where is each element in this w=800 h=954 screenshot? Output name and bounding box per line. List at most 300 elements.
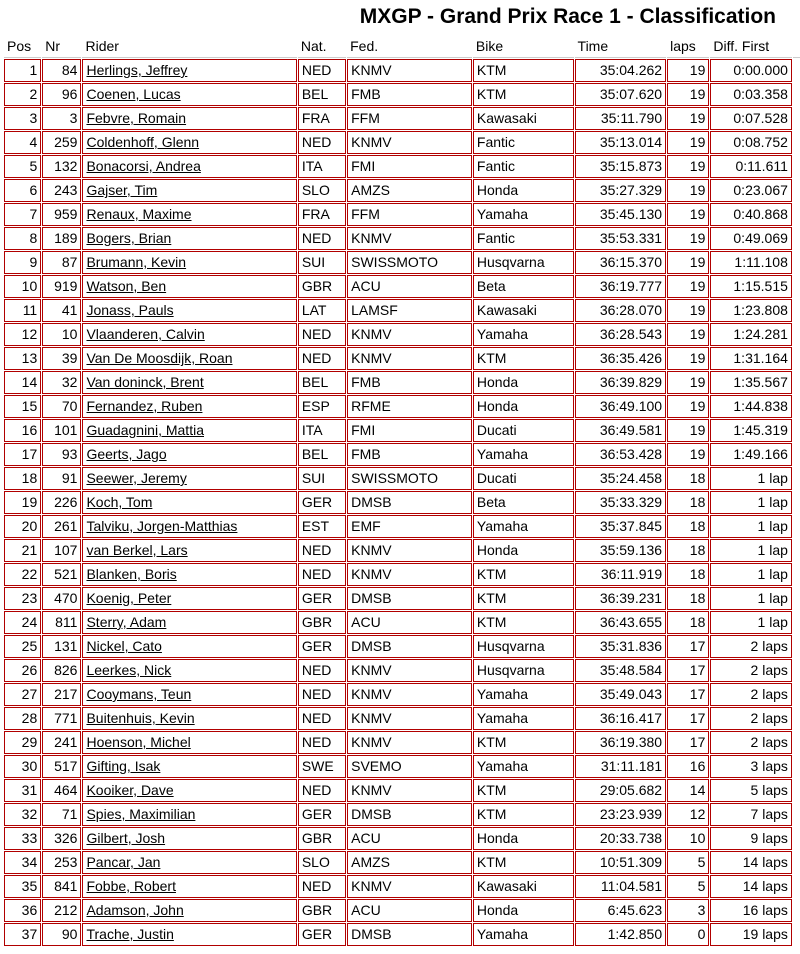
nat-cell: SLO	[298, 851, 346, 874]
laps-cell: 5	[667, 875, 709, 898]
time-cell: 36:39.829	[575, 371, 667, 394]
table-row	[4, 515, 800, 538]
fed-cell: KNMV	[347, 707, 472, 730]
fed-cell: FFM	[347, 203, 472, 226]
fed-cell: SWISSMOTO	[347, 251, 472, 274]
nat-cell: NED	[298, 227, 346, 250]
rider-link[interactable]: Brumann, Kevin	[86, 254, 187, 270]
diff-first-cell: 2 laps	[710, 731, 792, 754]
laps-cell: 19	[667, 107, 709, 130]
nat-cell: NED	[298, 731, 346, 754]
nat-cell: NED	[298, 563, 346, 586]
col-header-nr: Nr	[42, 36, 81, 58]
pos-cell: 11	[4, 299, 41, 322]
table-row	[4, 395, 800, 418]
diff-first-cell: 16 laps	[710, 899, 792, 922]
laps-cell: 19	[667, 395, 709, 418]
nat-cell: GBR	[298, 611, 346, 634]
rider-link[interactable]: Jonass, Pauls	[86, 302, 174, 318]
nr-cell: 326	[42, 827, 81, 850]
rider-link[interactable]: Coenen, Lucas	[86, 86, 181, 102]
rider-cell	[82, 899, 296, 922]
bike-cell: Yamaha	[473, 203, 574, 226]
rider-link[interactable]: Koch, Tom	[86, 494, 153, 510]
pos-cell: 4	[4, 131, 41, 154]
bike-cell: KTM	[473, 803, 574, 826]
diff-first-cell: 2 laps	[710, 683, 792, 706]
col-header-time: Time	[575, 36, 667, 58]
time-cell: 35:13.014	[575, 131, 667, 154]
pos-cell: 36	[4, 899, 41, 922]
diff-first-cell: 1 lap	[710, 515, 792, 538]
time-cell: 29:05.682	[575, 779, 667, 802]
table-row	[4, 827, 800, 850]
time-cell: 35:24.458	[575, 467, 667, 490]
laps-cell: 5	[667, 851, 709, 874]
nat-cell: NED	[298, 659, 346, 682]
nat-cell: GER	[298, 635, 346, 658]
nr-cell: 243	[42, 179, 81, 202]
fed-cell: KNMV	[347, 779, 472, 802]
pos-cell: 15	[4, 395, 41, 418]
fed-cell: DMSB	[347, 923, 472, 946]
bike-cell: Yamaha	[473, 755, 574, 778]
results-body	[4, 59, 800, 946]
rider-cell	[82, 563, 296, 586]
bike-cell: Ducati	[473, 419, 574, 442]
bike-cell: Honda	[473, 827, 574, 850]
pos-cell: 19	[4, 491, 41, 514]
rider-link[interactable]: Blanken, Boris	[86, 566, 177, 582]
laps-cell: 14	[667, 779, 709, 802]
pos-cell: 22	[4, 563, 41, 586]
nr-cell: 101	[42, 419, 81, 442]
bike-cell: Ducati	[473, 467, 574, 490]
page-title: MXGP - Grand Prix Race 1 - Classification	[359, 5, 776, 28]
col-header-nat: Nat.	[298, 36, 346, 58]
rider-link[interactable]: Pancar, Jan	[86, 854, 161, 870]
fed-cell: DMSB	[347, 803, 472, 826]
pos-cell: 9	[4, 251, 41, 274]
rider-link[interactable]: Buitenhuis, Kevin	[86, 710, 195, 726]
table-row	[4, 203, 800, 226]
diff-first-cell: 0:07.528	[710, 107, 792, 130]
laps-cell: 19	[667, 443, 709, 466]
bike-cell: Yamaha	[473, 443, 574, 466]
diff-first-cell: 2 laps	[710, 707, 792, 730]
col-header-pos: Pos	[4, 36, 41, 58]
pos-cell: 16	[4, 419, 41, 442]
pos-cell: 6	[4, 179, 41, 202]
table-row	[4, 683, 800, 706]
laps-cell: 19	[667, 347, 709, 370]
nr-cell: 919	[42, 275, 81, 298]
rider-cell	[82, 251, 296, 274]
laps-cell: 18	[667, 491, 709, 514]
diff-first-cell: 1:24.281	[710, 323, 792, 346]
pos-cell: 8	[4, 227, 41, 250]
rider-link[interactable]: Van De Moosdijk, Roan	[86, 350, 233, 366]
rider-link[interactable]: Fernandez, Ruben	[86, 398, 203, 414]
rider-cell	[82, 443, 296, 466]
table-row	[4, 59, 800, 82]
nr-cell: 96	[42, 83, 81, 106]
nat-cell: BEL	[298, 371, 346, 394]
nr-cell: 84	[42, 59, 81, 82]
bike-cell: Honda	[473, 395, 574, 418]
table-row	[4, 875, 800, 898]
pos-cell: 23	[4, 587, 41, 610]
nat-cell: BEL	[298, 83, 346, 106]
time-cell: 36:19.777	[575, 275, 667, 298]
rider-link[interactable]: Trache, Justin	[86, 926, 174, 942]
nat-cell: NED	[298, 59, 346, 82]
nat-cell: SUI	[298, 467, 346, 490]
laps-cell: 19	[667, 227, 709, 250]
bike-cell: Husqvarna	[473, 659, 574, 682]
time-cell: 1:42.850	[575, 923, 667, 946]
pos-cell: 2	[4, 83, 41, 106]
nr-cell: 10	[42, 323, 81, 346]
table-row	[4, 371, 800, 394]
pos-cell: 21	[4, 539, 41, 562]
rider-cell	[82, 923, 296, 946]
fed-cell: EMF	[347, 515, 472, 538]
rider-cell	[82, 467, 296, 490]
bike-cell: KTM	[473, 347, 574, 370]
table-row	[4, 155, 800, 178]
rider-link[interactable]: Nickel, Cato	[86, 638, 162, 654]
fed-cell: ACU	[347, 899, 472, 922]
rider-link[interactable]: Spies, Maximilian	[86, 806, 196, 822]
nr-cell: 253	[42, 851, 81, 874]
rider-cell	[82, 107, 296, 130]
pos-cell: 32	[4, 803, 41, 826]
diff-first-cell: 0:49.069	[710, 227, 792, 250]
time-cell: 35:31.836	[575, 635, 667, 658]
laps-cell: 18	[667, 563, 709, 586]
fed-cell: SWISSMOTO	[347, 467, 472, 490]
bike-cell: Yamaha	[473, 683, 574, 706]
table-row	[4, 899, 800, 922]
pos-cell: 12	[4, 323, 41, 346]
rider-link[interactable]: Cooymans, Teun	[86, 686, 192, 702]
time-cell: 35:59.136	[575, 539, 667, 562]
rider-link[interactable]: Geerts, Jago	[86, 446, 167, 462]
nat-cell: LAT	[298, 299, 346, 322]
laps-cell: 19	[667, 323, 709, 346]
diff-first-cell: 19 laps	[710, 923, 792, 946]
rider-link[interactable]: Watson, Ben	[86, 278, 167, 294]
rider-cell	[82, 707, 296, 730]
rider-cell	[82, 659, 296, 682]
laps-cell: 19	[667, 251, 709, 274]
nat-cell: NED	[298, 323, 346, 346]
fed-cell: SVEMO	[347, 755, 472, 778]
bike-cell: Kawasaki	[473, 299, 574, 322]
rider-link[interactable]: van Berkel, Lars	[86, 542, 188, 558]
diff-first-cell: 1 lap	[710, 587, 792, 610]
rider-link[interactable]: Koenig, Peter	[86, 590, 172, 606]
time-cell: 35:48.584	[575, 659, 667, 682]
fed-cell: LAMSF	[347, 299, 472, 322]
nr-cell: 91	[42, 467, 81, 490]
rider-cell	[82, 875, 296, 898]
time-cell: 36:19.380	[575, 731, 667, 754]
rider-link[interactable]: Van doninck, Brent	[86, 374, 204, 390]
diff-first-cell: 14 laps	[710, 851, 792, 874]
rider-link[interactable]: Kooiker, Dave	[86, 782, 174, 798]
rider-link[interactable]: Sterry, Adam	[86, 614, 167, 630]
time-cell: 35:15.873	[575, 155, 667, 178]
nr-cell: 93	[42, 443, 81, 466]
bike-cell: Fantic	[473, 227, 574, 250]
rider-cell	[82, 395, 296, 418]
diff-first-cell: 1 lap	[710, 563, 792, 586]
rider-link[interactable]: Adamson, John	[86, 902, 184, 918]
bike-cell: Yamaha	[473, 515, 574, 538]
bike-cell: Fantic	[473, 131, 574, 154]
diff-first-cell: 2 laps	[710, 635, 792, 658]
fed-cell: KNMV	[347, 131, 472, 154]
time-cell: 6:45.623	[575, 899, 667, 922]
table-row	[4, 659, 800, 682]
fed-cell: AMZS	[347, 179, 472, 202]
diff-first-cell: 5 laps	[710, 779, 792, 802]
diff-first-cell: 0:03.358	[710, 83, 792, 106]
bike-cell: Honda	[473, 899, 574, 922]
fed-cell: FMI	[347, 419, 472, 442]
nr-cell: 811	[42, 611, 81, 634]
table-row	[4, 923, 800, 946]
rider-link[interactable]: Guadagnini, Mattia	[86, 422, 204, 438]
time-cell: 31:11.181	[575, 755, 667, 778]
rider-cell	[82, 515, 296, 538]
fed-cell: KNMV	[347, 323, 472, 346]
bike-cell: Honda	[473, 539, 574, 562]
nr-cell: 826	[42, 659, 81, 682]
pos-cell: 3	[4, 107, 41, 130]
laps-cell: 19	[667, 131, 709, 154]
pos-cell: 34	[4, 851, 41, 874]
rider-link[interactable]: Renaux, Maxime	[86, 206, 192, 222]
diff-first-cell: 1 lap	[710, 539, 792, 562]
table-row	[4, 131, 800, 154]
pos-cell: 33	[4, 827, 41, 850]
time-cell: 36:15.370	[575, 251, 667, 274]
diff-first-cell: 1:15.515	[710, 275, 792, 298]
pos-cell: 1	[4, 59, 41, 82]
time-cell: 36:49.100	[575, 395, 667, 418]
nat-cell: GER	[298, 587, 346, 610]
col-header-extra	[793, 36, 800, 58]
table-row	[4, 347, 800, 370]
table-row	[4, 587, 800, 610]
rider-link[interactable]: Febvre, Romain	[86, 110, 187, 126]
rider-link[interactable]: Hoenson, Michel	[86, 734, 191, 750]
nr-cell: 132	[42, 155, 81, 178]
diff-first-cell: 2 laps	[710, 659, 792, 682]
laps-cell: 19	[667, 371, 709, 394]
time-cell: 35:53.331	[575, 227, 667, 250]
rider-cell	[82, 851, 296, 874]
rider-cell	[82, 299, 296, 322]
col-header-bike: Bike	[473, 36, 574, 58]
bike-cell: Husqvarna	[473, 251, 574, 274]
rider-link[interactable]: Leerkes, Nick	[86, 662, 172, 678]
diff-first-cell: 14 laps	[710, 875, 792, 898]
bike-cell: Yamaha	[473, 923, 574, 946]
rider-cell	[82, 491, 296, 514]
diff-first-cell: 1 lap	[710, 491, 792, 514]
fed-cell: FMB	[347, 371, 472, 394]
fed-cell: ACU	[347, 827, 472, 850]
table-row	[4, 803, 800, 826]
nat-cell: ITA	[298, 419, 346, 442]
bike-cell: Fantic	[473, 155, 574, 178]
pos-cell: 17	[4, 443, 41, 466]
laps-cell: 19	[667, 83, 709, 106]
rider-link[interactable]: Bonacorsi, Andrea	[86, 158, 201, 174]
nr-cell: 241	[42, 731, 81, 754]
rider-link[interactable]: Herlings, Jeffrey	[86, 62, 188, 78]
nr-cell: 259	[42, 131, 81, 154]
rider-link[interactable]: Gilbert, Josh	[86, 830, 166, 846]
nr-cell: 261	[42, 515, 81, 538]
nat-cell: NED	[298, 707, 346, 730]
rider-cell	[82, 635, 296, 658]
laps-cell: 0	[667, 923, 709, 946]
bike-cell: KTM	[473, 563, 574, 586]
bike-cell: Beta	[473, 491, 574, 514]
diff-first-cell: 0:00.000	[710, 59, 792, 82]
fed-cell: KNMV	[347, 731, 472, 754]
rider-link[interactable]: Coldenhoff, Glenn	[86, 134, 200, 150]
pos-cell: 37	[4, 923, 41, 946]
laps-cell: 17	[667, 683, 709, 706]
rider-cell	[82, 203, 296, 226]
nr-cell: 32	[42, 371, 81, 394]
bike-cell: KTM	[473, 587, 574, 610]
nat-cell: ESP	[298, 395, 346, 418]
table-row	[4, 323, 800, 346]
nat-cell: EST	[298, 515, 346, 538]
rider-cell	[82, 275, 296, 298]
laps-cell: 18	[667, 539, 709, 562]
fed-cell: KNMV	[347, 539, 472, 562]
nr-cell: 217	[42, 683, 81, 706]
rider-link[interactable]: Gajser, Tim	[86, 182, 158, 198]
rider-link[interactable]: Talviku, Jorgen-Matthias	[86, 518, 238, 534]
table-row	[4, 467, 800, 490]
nr-cell: 3	[42, 107, 81, 130]
laps-cell: 16	[667, 755, 709, 778]
fed-cell: RFME	[347, 395, 472, 418]
pos-cell: 25	[4, 635, 41, 658]
rider-cell	[82, 539, 296, 562]
fed-cell: FMI	[347, 155, 472, 178]
nr-cell: 470	[42, 587, 81, 610]
time-cell: 23:23.939	[575, 803, 667, 826]
time-cell: 10:51.309	[575, 851, 667, 874]
rider-cell	[82, 347, 296, 370]
nat-cell: GER	[298, 491, 346, 514]
laps-cell: 19	[667, 419, 709, 442]
time-cell: 35:27.329	[575, 179, 667, 202]
pos-cell: 29	[4, 731, 41, 754]
rider-cell	[82, 371, 296, 394]
rider-link[interactable]: Bogers, Brian	[86, 230, 172, 246]
pos-cell: 26	[4, 659, 41, 682]
nat-cell: BEL	[298, 443, 346, 466]
laps-cell: 19	[667, 275, 709, 298]
diff-first-cell: 3 laps	[710, 755, 792, 778]
fed-cell: FMB	[347, 83, 472, 106]
nr-cell: 189	[42, 227, 81, 250]
pos-cell: 7	[4, 203, 41, 226]
time-cell: 35:49.043	[575, 683, 667, 706]
laps-cell: 18	[667, 587, 709, 610]
bike-cell: KTM	[473, 731, 574, 754]
diff-first-cell: 1:31.164	[710, 347, 792, 370]
nr-cell: 131	[42, 635, 81, 658]
bike-cell: KTM	[473, 611, 574, 634]
laps-cell: 19	[667, 179, 709, 202]
nr-cell: 771	[42, 707, 81, 730]
pos-cell: 31	[4, 779, 41, 802]
fed-cell: KNMV	[347, 227, 472, 250]
bike-cell: Yamaha	[473, 707, 574, 730]
nr-cell: 226	[42, 491, 81, 514]
table-row	[4, 851, 800, 874]
bike-cell: KTM	[473, 851, 574, 874]
rider-cell	[82, 731, 296, 754]
rider-link[interactable]: Gifting, Isak	[86, 758, 161, 774]
rider-cell	[82, 179, 296, 202]
diff-first-cell: 1:44.838	[710, 395, 792, 418]
nat-cell: NED	[298, 875, 346, 898]
rider-link[interactable]: Vlaanderen, Calvin	[86, 326, 205, 342]
table-row	[4, 611, 800, 634]
pos-cell: 35	[4, 875, 41, 898]
rider-cell	[82, 83, 296, 106]
time-cell: 36:49.581	[575, 419, 667, 442]
table-row	[4, 107, 800, 130]
time-cell: 36:11.919	[575, 563, 667, 586]
rider-cell	[82, 611, 296, 634]
time-cell: 35:11.790	[575, 107, 667, 130]
rider-cell	[82, 779, 296, 802]
time-cell: 36:39.231	[575, 587, 667, 610]
fed-cell: DMSB	[347, 587, 472, 610]
nat-cell: GER	[298, 803, 346, 826]
laps-cell: 3	[667, 899, 709, 922]
pos-cell: 24	[4, 611, 41, 634]
nat-cell: GBR	[298, 899, 346, 922]
diff-first-cell: 1 lap	[710, 611, 792, 634]
laps-cell: 19	[667, 299, 709, 322]
fed-cell: KNMV	[347, 659, 472, 682]
laps-cell: 17	[667, 659, 709, 682]
time-cell: 36:28.543	[575, 323, 667, 346]
col-header-fed: Fed.	[347, 36, 472, 58]
bike-cell: Kawasaki	[473, 875, 574, 898]
rider-link[interactable]: Fobbe, Robert	[86, 878, 176, 894]
table-row	[4, 731, 800, 754]
diff-first-cell: 0:11.611	[710, 155, 792, 178]
time-cell: 36:16.417	[575, 707, 667, 730]
rider-link[interactable]: Seewer, Jeremy	[86, 470, 187, 486]
